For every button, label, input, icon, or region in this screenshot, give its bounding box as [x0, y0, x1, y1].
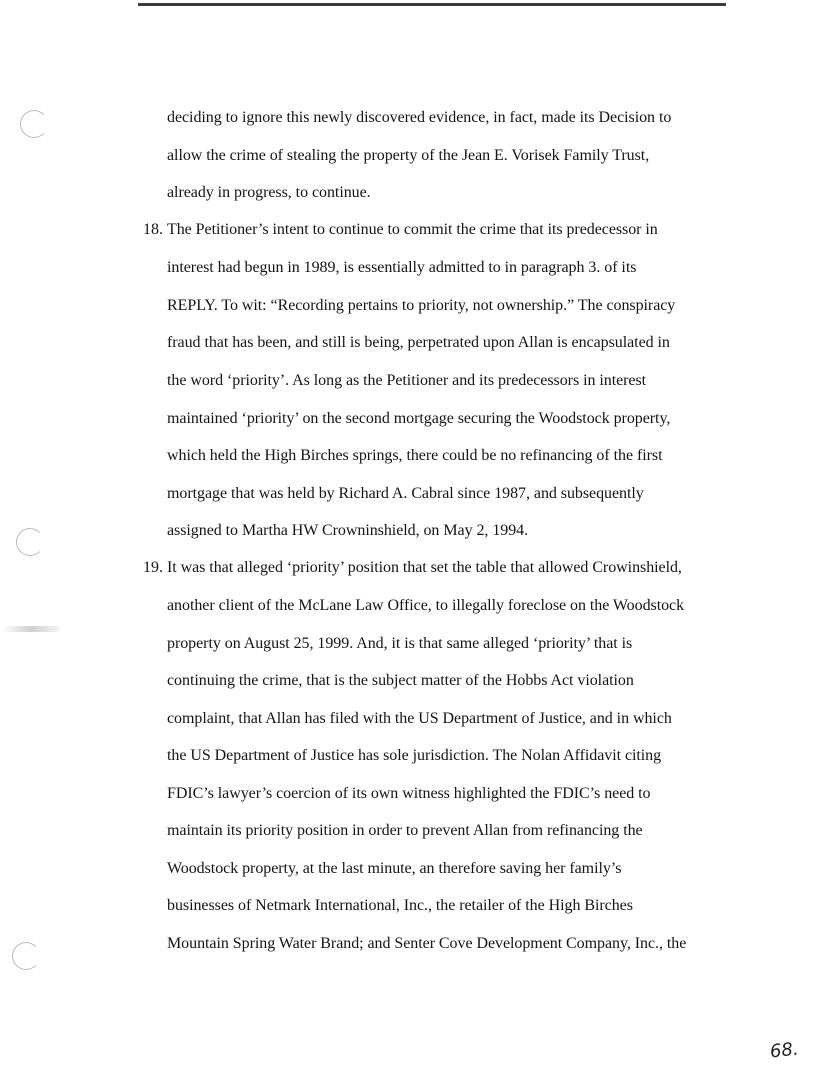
text-line: REPLY. To wit: “Recording pertains to priority, not ownership.” The conspiracy [167, 297, 676, 314]
text-line: continuing the crime, that is the subject matter of the Hobbs Act violation [167, 672, 634, 689]
text-line: It was that alleged ‘priority’ position that set the table that allowed Crowinshield, [167, 559, 682, 576]
text-line: deciding to ignore this newly discovered evidence, in fact, made its Decision to [167, 109, 672, 126]
text-line: The Petitioner’s intent to continue to commit the crime that its predecessor in [167, 221, 658, 238]
text-line: interest had begun in 1989, is essentially admitted to in paragraph 3. of its [167, 259, 637, 276]
text-line: mortgage that was held by Richard A. Cabral since 1987, and subsequently [167, 485, 644, 502]
text-line: assigned to Martha HW Crowninshield, on May 2, 1994. [167, 522, 529, 539]
paragraph-number: 18. [143, 221, 163, 238]
text-line: which held the High Birches springs, there could be no refinancing of the first [167, 447, 663, 464]
text-line: fraud that has been, and still is being, perpetrated upon Allan is encapsulated in [167, 334, 670, 351]
text-line: allow the crime of stealing the property of the Jean E. Vorisek Family Trust, [167, 147, 650, 164]
text-line: maintain its priority position in order to prevent Allan from refinancing the [167, 822, 643, 839]
text-line: property on August 25, 1999. And, it is that same alleged ‘priority’ that is [167, 635, 633, 652]
paragraph-number: 19. [143, 559, 163, 576]
text-line: Woodstock property, at the last minute, an therefore saving her family’s [167, 860, 622, 877]
text-line: another client of the McLane Law Office, to illegally foreclose on the Woodstock [167, 597, 685, 614]
text-line: already in progress, to continue. [167, 184, 371, 201]
text-line: FDIC’s lawyer’s coercion of its own witness highlighted the FDIC’s need to [167, 785, 651, 802]
text-line: Mountain Spring Water Brand; and Senter Cove Development Company, Inc., the [167, 935, 687, 952]
text-line: maintained ‘priority’ on the second mortgage securing the Woodstock property, [167, 410, 671, 427]
handwritten-page-number: 68. [768, 1038, 800, 1063]
text-line: the word ‘priority’. As long as the Petitioner and its predecessors in interest [167, 372, 647, 389]
text-line: the US Department of Justice has sole jurisdiction. The Nolan Affidavit citing [167, 747, 662, 764]
text-line: complaint, that Allan has filed with the US Department of Justice, and in which [167, 710, 672, 727]
text-line: businesses of Netmark International, Inc., the retailer of the High Birches [167, 897, 633, 914]
